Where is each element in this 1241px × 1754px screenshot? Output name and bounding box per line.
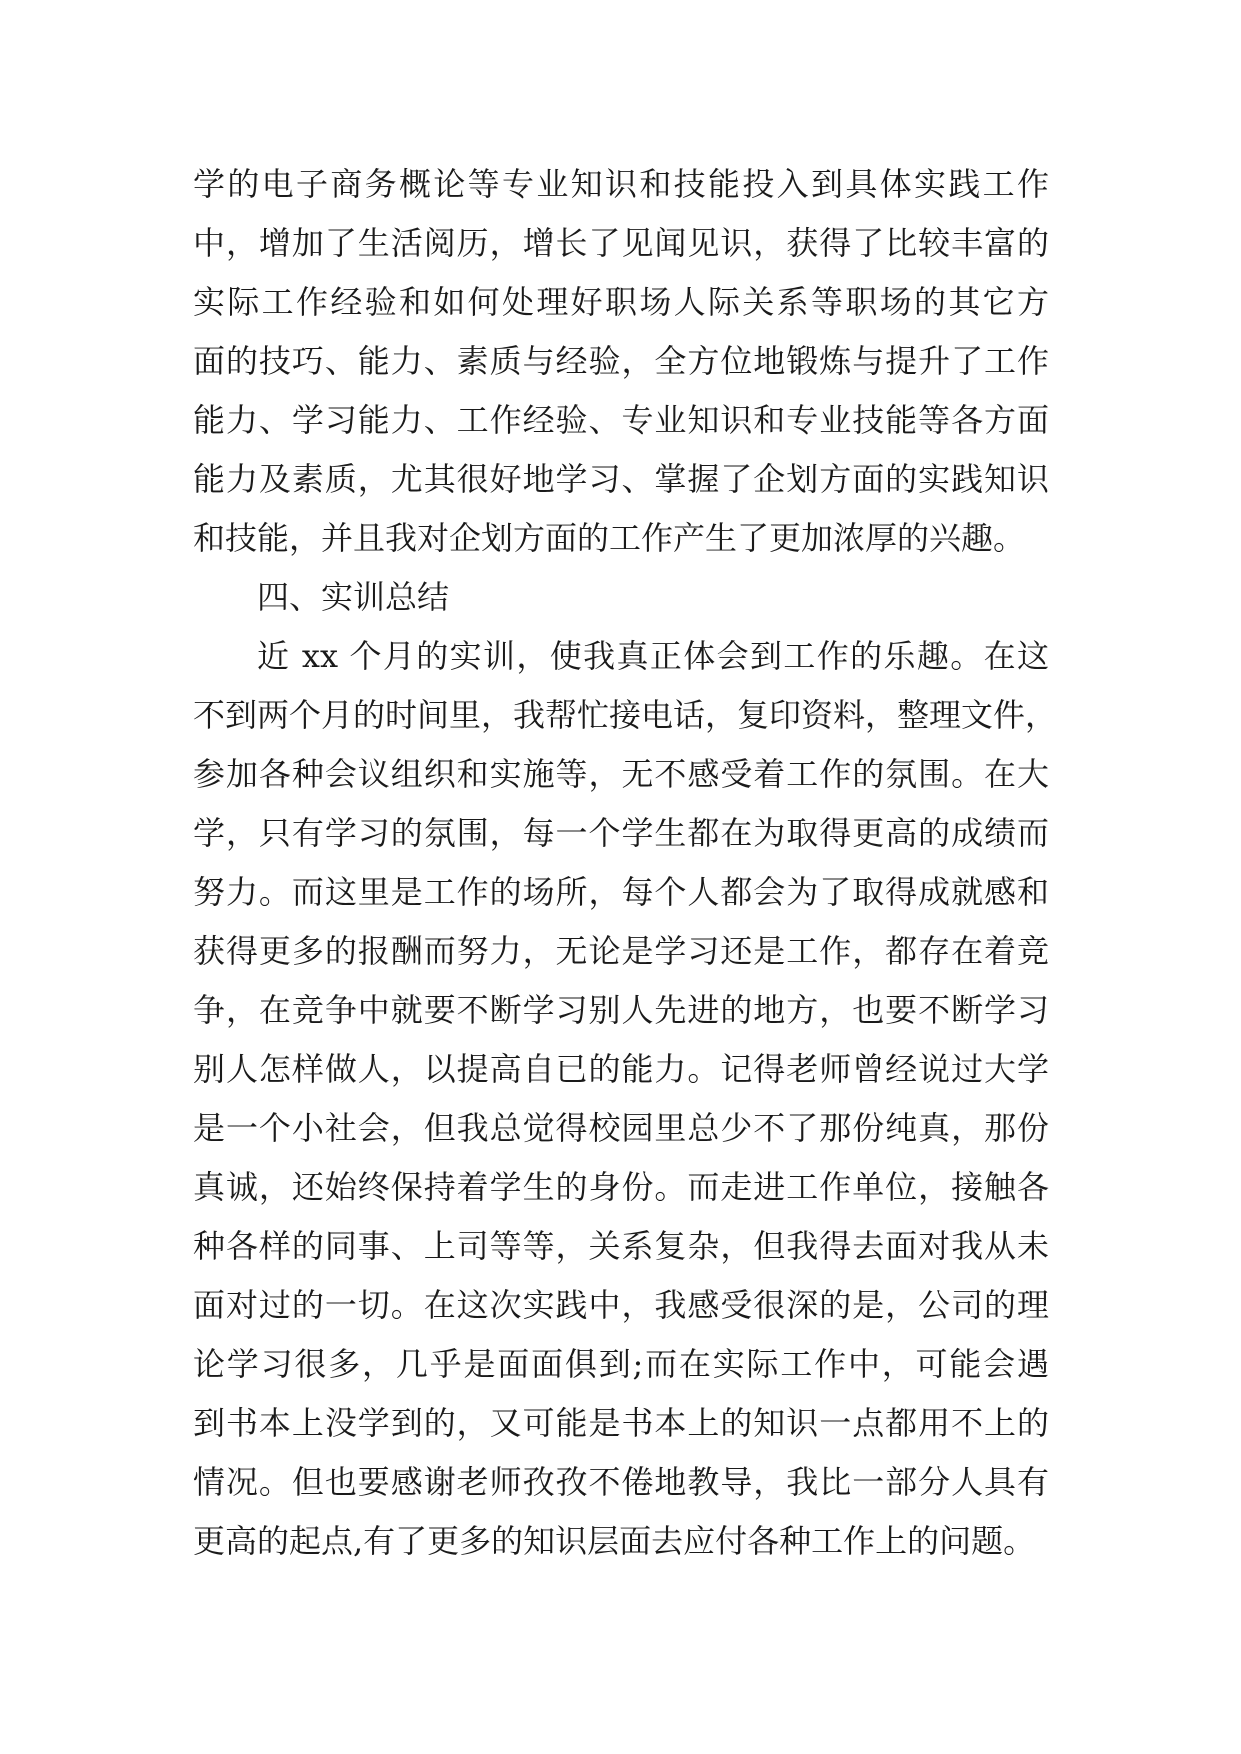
text-line: 争，在竞争中就要不断学习别人先进的地方，也要不断学习 xyxy=(193,991,1049,1029)
text-line: 种各样的同事、上司等等，关系复杂，但我得去面对我从未 xyxy=(193,1227,1049,1265)
text-line: 获得更多的报酬而努力，无论是学习还是工作，都存在着竞 xyxy=(193,932,1049,970)
text-line: 面的技巧、能力、素质与经验，全方位地锻炼与提升了工作 xyxy=(193,342,1049,380)
text-line: 真诚，还始终保持着学生的身份。而走进工作单位，接触各 xyxy=(193,1168,1049,1206)
section-heading: 四、实训总结 xyxy=(257,578,450,616)
text-line: 面对过的一切。在这次实践中，我感受很深的是，公司的理 xyxy=(193,1286,1049,1324)
text-line: 更高的起点,有了更多的知识层面去应付各种工作上的问题。 xyxy=(193,1522,1036,1560)
text-line: 能力及素质，尤其很好地学习、掌握了企划方面的实践知识 xyxy=(193,460,1049,498)
text-line: 参加各种会议组织和实施等，无不感受着工作的氛围。在大 xyxy=(193,755,1049,793)
text-line: 能力、学习能力、工作经验、专业知识和专业技能等各方面 xyxy=(193,401,1049,439)
text-line: 情况。但也要感谢老师孜孜不倦地教导，我比一部分人具有 xyxy=(193,1463,1049,1501)
text-line: 学的电子商务概论等专业知识和技能投入到具体实践工作 xyxy=(193,165,1049,203)
text-line: 学，只有学习的氛围，每一个学生都在为取得更高的成绩而 xyxy=(193,814,1049,852)
text-line: 不到两个月的时间里，我帮忙接电话，复印资料，整理文件， xyxy=(193,696,1058,734)
text-line: 和技能，并且我对企划方面的工作产生了更加浓厚的兴趣。 xyxy=(193,519,1026,557)
text-line: 论学习很多，几乎是面面俱到;而在实际工作中，可能会遇 xyxy=(193,1345,1049,1383)
text-line: 实际工作经验和如何处理好职场人际关系等职场的其它方 xyxy=(193,283,1049,321)
text-line: 近 xx 个月的实训，使我真正体会到工作的乐趣。在这 xyxy=(257,637,1049,675)
text-line: 努力。而这里是工作的场所，每个人都会为了取得成就感和 xyxy=(193,873,1049,911)
text-line: 别人怎样做人，以提高自已的能力。记得老师曾经说过大学 xyxy=(193,1050,1049,1088)
text-line: 中，增加了生活阅历，增长了见闻见识，获得了比较丰富的 xyxy=(193,224,1049,262)
text-line: 是一个小社会，但我总觉得校园里总少不了那份纯真，那份 xyxy=(193,1109,1049,1147)
text-line: 到书本上没学到的，又可能是书本上的知识一点都用不上的 xyxy=(193,1404,1049,1442)
body-text xyxy=(193,155,1058,1571)
